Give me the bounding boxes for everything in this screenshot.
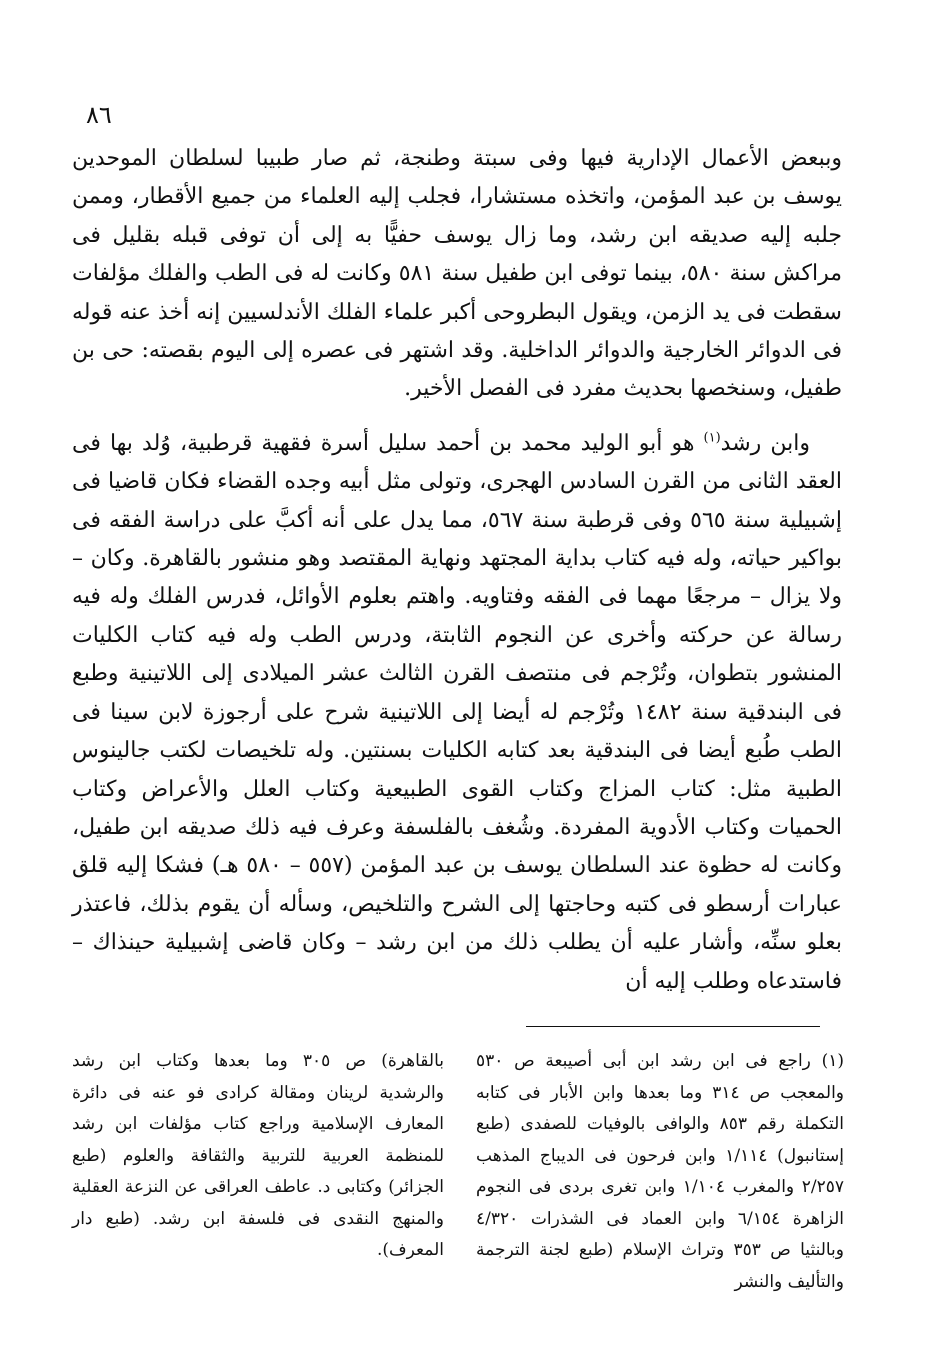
paragraph-body: هو أبو الوليد محمد بن أحمد سليل أسرة فقهية قرطبية، وُلد بها فى العقد الثانى من القرن السادس الهجرى، وتولى مثل أبيه وجده القضاء فكان قاضيا فى إشبيلية سنة ٥٦٥ وفى قرطبة سنة ٥٦٧، مما يدل على أنه أكبَّ على دراسة الفقه فى بواكير حياته، وله فيه كتاب بداية المجتهد ونهاية المقتصد وهو منشور بالقاهرة. وكان – ولا يزال – مرجعًا مهما فى الفقه وفتاويه. واهتم بعلوم الأوائل، فدرس الفلك وله فيه رسالة عن حركته وأخرى عن النجوم الثابتة، ودرس الطب وله فيه كتاب الكليات المنشور بتطوان، وتُرْجم فى منتصف القرن الثالث عشر الميلادى إلى اللاتينية وطبع فى البندقية سنة ١٤٨٢ وتُرْجم له أيضا إلى اللاتينية شرح على أرجوزة لابن سينا فى الطب طُبع أيضا فى البندقية بعد كتابه الكليات بسنتين. وله تلخيصات لكتب جالينوس الطبية مثل: كتاب المزاج وكتاب القوى الطبيعية وكتاب العلل والأعراض وكتاب الحميات وكتاب الأدوية المفردة. وشُغف بالفلسفة وعرف فيه ذلك صديقه ابن طفيل، وكانت له حظوة عند السلطان يوسف بن عبد المؤمن (٥٥٧ – ٥٨٠ هـ) فشكا إليه قلق عبارات أرسطو فى كتبه وحاجتها إلى الشرح والتلخيص، وسأله أن يقوم بذلك، فاعتذر بعلو سنِّه، وأشار عليه أن يطلب ذلك من ابن رشد – وكان قاضى إشبيلية حينذاك – فاستدعاه وطلب إليه أن (72, 430, 842, 994)
paragraph: وببعض الأعمال الإدارية فيها وفى سبتة وطنجة، ثم صار طبيبا لسلطان الموحدين يوسف بن عبد المؤمن، واتخذه مستشارا، فجلب إليه العلماء من جميع الأقطار، وممن جلبه إليه صديقه ابن رشد، وما زال يوسف حفيًّا به إلى أن توفى قبله بقليل فى مراكش سنة ٥٨٠، بينما توفى ابن طفيل سنة ٥٨١ وكانت له فى الطب والفلك مؤلفات سقطت فى يد الزمن، ويقول البطروحى أكبر علماء الفلك الأندلسيين إنه أخذ عنه قوله فى الدوائر الخارجية والدوائر الداخلية. وقد اشتهر فى عصره إلى اليوم بقصته: حى بن طفيل، وسنخصها بحديث مفرد فى الفصل الأخير. (72, 146, 842, 402)
footnote-reference: (١) (703, 430, 721, 446)
footnote-column-left: بالقاهرة) ص ٣٠٥ وما بعدها وكتاب ابن رشد والرشدية لرينان ومقالة كرادى فو عنه فى دائرة المعارف الإسلامية وراجع كتاب مؤلفات ابن رشد للمنظمة العربية للتربية والثقافة والعلوم (طبع الجزائر) وكتابى د. عاطف العراقى عن النزعة العقلية والمنهج النقدى فى فلسفة ابن رشد. (طبع دار المعرف). (72, 1051, 445, 1260)
footnote-separator (526, 1026, 820, 1027)
footnotes (72, 1046, 844, 1316)
body-text (72, 140, 842, 1001)
page-number: ٨٦ (86, 101, 112, 129)
paragraph (72, 425, 842, 1001)
footnote-column-right: (١) راجع فى ابن رشد ابن أبى أصيبعة ص ٥٣٠ والمعجب ص ٣١٤ وما بعدها وابن الأبار فى كتابه التكملة رقم ٨٥٣ والوافى بالوفيات للصفدى (طبع إستانبول) ١/١١٤ وابن فرحون فى الديباج المذهب ٢/٢٥٧ والمغرب ١/١٠٤ وابن تغرى بردى فى النجوم الزاهرة ٦/١٥٤ وابن العماد فى الشذرات ٤/٣٢٠ وبالنثيا ص ٣٥٣ وتراث الإسلام (طبع لجنة الترجمة والتأليف والنشر (476, 1051, 845, 1292)
paragraph-lead: وابن رشد (720, 430, 810, 456)
